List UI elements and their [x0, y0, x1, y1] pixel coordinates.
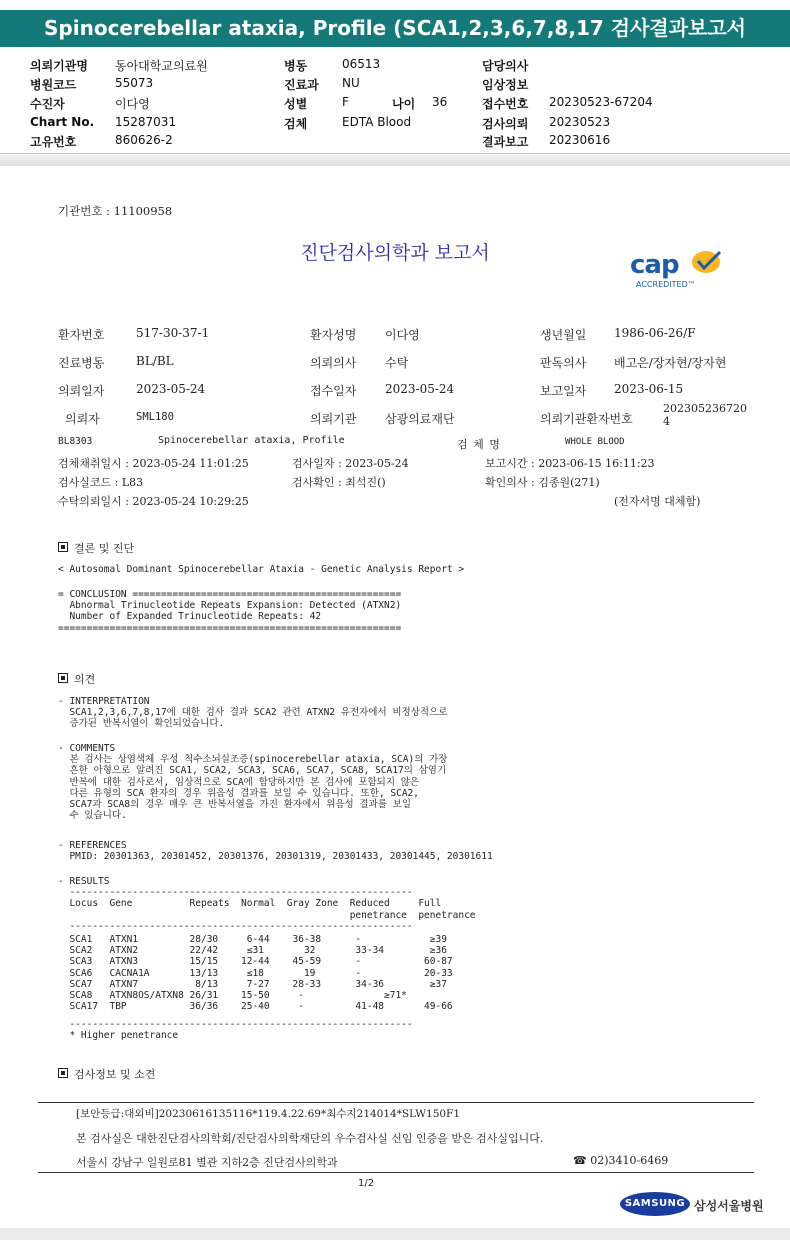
header-value: 860626-2 — [115, 133, 173, 147]
patient-field-label: 환자성명 — [310, 328, 357, 342]
report-title-banner: Spinocerebellar ataxia, Profile (SCA1,2,3,6,7,8,17 검사결과보고서 — [0, 10, 790, 47]
specimen-value: WHOLE BLOOD — [565, 437, 625, 447]
patient-field-value: 2023-05-24 — [385, 382, 455, 396]
bottom-band — [0, 1228, 790, 1240]
patient-field-label: 진료병동 — [58, 356, 105, 370]
results-header: - RESULTS ------------------------------------------------------------ Locus Gene Repeats Normal Gray Zone Reduced Full penetrance penetrance ------------------------------------------------------------ — [58, 876, 476, 932]
header-value: 55073 — [115, 76, 154, 90]
header-label: 고유번호 — [30, 135, 77, 149]
conclusion-block: = CONCLUSION =============================================== Abnormal Trinucleotide Repeats Expansion: Detected (ATXN2) Number of Expanded Trinucleotide Repeats: 42 ============================================================ — [58, 589, 402, 634]
results-row: SCA6 CACNA1A 13/13 ≤18 19 - 20-33 — [58, 967, 453, 979]
report-title: 진단검사의학과 보고서 — [300, 242, 490, 264]
page-number: 1/2 — [358, 1178, 375, 1189]
header-value: 20230616 — [549, 133, 611, 147]
specimen-label: 검 체 명 — [457, 438, 501, 451]
test-code: BL8303 — [58, 436, 93, 447]
interpretation-block: - INTERPRETATION SCA1,2,3,6,7,8,17에 대한 검사 결과 SCA2 관련 ATXN2 유전자에서 비정상적으로 증가된 반복서열이 확인되었습니다. — [58, 696, 448, 730]
report-subtitle: < Autosomal Dominant Spinocerebellar Ataxia - Genetic Analysis Report > — [58, 564, 465, 575]
test-meta-item: 보고시간 : 2023-06-15 16:11:23 — [485, 457, 655, 470]
header-label: 검체 — [284, 117, 308, 131]
patient-field-label: 환자번호 — [58, 328, 105, 342]
header-label: 성별 — [284, 97, 308, 111]
patient-field-label: 생년월일 — [540, 328, 587, 342]
patient-field-value: 2023-06-15 — [614, 382, 684, 396]
section-info — [58, 1066, 155, 1082]
patient-field-label: 판독의사 — [540, 356, 587, 370]
patient-field-label: 의뢰일자 — [58, 384, 105, 398]
patient-field-value: BL/BL — [136, 354, 174, 368]
lab-phone: ☎ 02)3410-6469 — [573, 1154, 669, 1167]
footer-divider — [38, 1102, 754, 1103]
age-label: 나이 — [392, 97, 416, 111]
header-label: 접수번호 — [482, 97, 529, 111]
test-meta-item: 검체채취일시 : 2023-05-24 11:01:25 — [58, 457, 249, 470]
header-label: 검사의뢰 — [482, 117, 529, 131]
section-opinion — [58, 671, 95, 687]
patient-field-label: 의뢰기관환자번호 — [540, 412, 633, 426]
age-value: 36 — [432, 95, 448, 109]
header-divider — [0, 153, 790, 166]
patient-field-label: 의뢰자 — [65, 412, 100, 426]
patient-field-value: 2023-05-24 — [136, 382, 206, 396]
patient-field-value: 배고은/장자현/장자현 — [614, 356, 727, 370]
patient-field-label: 보고일자 — [540, 384, 587, 398]
lab-address: 서울시 강남구 일원로81 별관 지하2층 진단검사의학과 — [76, 1156, 338, 1169]
bullet-square-icon — [58, 542, 68, 552]
results-row: SCA8 ATXN8OS/ATXN8 26/31 15-50 - ≥71* — [58, 990, 407, 1001]
hospital-name: 삼성서울병원 — [694, 1199, 764, 1213]
header-value: 06513 — [342, 57, 381, 71]
patient-field-value: 삼광의료재단 — [385, 412, 455, 426]
results-row: SCA17 TBP 36/36 25-40 - 41-48 49-66 — [58, 1001, 453, 1013]
references-block: - REFERENCES PMID: 20301363, 20301452, 20301376, 20301319, 20301433, 20301445, 20301611 — [58, 840, 493, 863]
footer-divider-2 — [38, 1172, 754, 1173]
test-meta-item: (전자서명 대체함) — [614, 495, 701, 508]
test-meta-item: 검사일자 : 2023-05-24 — [292, 457, 409, 470]
bullet-square-icon — [58, 1068, 68, 1078]
section-opinion-label: 의견 — [74, 673, 96, 686]
bullet-square-icon — [58, 673, 68, 683]
patient-field-label: 접수일자 — [310, 384, 357, 398]
test-name: Spinocerebellar ataxia, Profile — [158, 435, 345, 446]
results-row: SCA7 ATXN7 8/13 7-27 28-33 34-36 ≥37 — [58, 978, 447, 990]
patient-field-value: 이다영 — [385, 328, 420, 342]
patient-field-value: 수탁 — [385, 356, 409, 370]
section-result — [58, 540, 134, 556]
test-meta-item: 검사실코드 : L83 — [58, 476, 144, 489]
header-value: 15287031 — [115, 115, 177, 129]
header-value: EDTA Blood — [342, 115, 412, 129]
header-label: Chart No. — [30, 115, 95, 129]
cap-accredited: ACCREDITED™ — [636, 280, 696, 289]
header-value: 20230523-67204 — [549, 95, 653, 109]
samsung-logo: SAMSUNG — [620, 1192, 690, 1216]
cap-logo — [628, 246, 728, 292]
results-row: SCA1 ATXN1 28/30 6-44 36-38 - ≥39 — [58, 934, 447, 945]
test-meta-item: 검사확인 : 최석진() — [292, 476, 386, 489]
security-line: [보안등급:대외비]20230616135116*119.4.22.69*최수지214014*SLW150F1 — [76, 1108, 461, 1120]
certification-text: 본 검사실은 대한진단검사의학회/진단검사의학재단의 우수검사실 신임 인증을 받은 검사실입니다. — [76, 1132, 544, 1145]
patient-field-value: 517-30-37-1 — [136, 326, 210, 340]
header-value: NU — [342, 76, 360, 90]
results-footnote: ------------------------------------------------------------ * Higher penetrance — [69, 1019, 413, 1042]
patient-field-label: 의뢰의사 — [310, 356, 357, 370]
header-value: 이다영 — [115, 97, 150, 111]
header-value: 20230523 — [549, 115, 611, 129]
institution-number: 기관번호 : 11100958 — [58, 204, 173, 218]
header-value: F — [342, 95, 349, 109]
header-label: 진료과 — [284, 78, 319, 92]
results-row: SCA3 ATXN3 15/15 12-44 45-59 - 60-87 — [58, 956, 453, 968]
header-label: 병동 — [284, 59, 308, 73]
patient-field-value: SML180 — [136, 411, 174, 423]
comments-block: - COMMENTS 본 검사는 상염색체 우성 척수소뇌실조증(spinocerebellar ataxia, SCA)의 가장 흔한 아형으로 알려진 SCA1, SCA2, SCA3, SCA6, SCA7, SCA8, SCA17의 삼염기 반복에 대한 검사로서, 임상적으로 SCA에 합당하지만 본 검사에 포함되지 않은 다른 유형의 SCA 환자의 경우 위음성 결과를 보일 수 있습니다. 또한, SCA2, SCA7과 SCA8의 경우 매우 큰 반복서열을 가진 환자에서 위음성 결과를 보일 수 있습니다. — [58, 743, 448, 822]
header-label: 수진자 — [30, 97, 65, 111]
header-label: 병원코드 — [30, 78, 77, 92]
test-meta-item: 수탁의뢰일시 : 2023-05-24 10:29:25 — [58, 495, 249, 508]
header-label: 임상정보 — [482, 78, 529, 92]
cap-text: cap — [630, 250, 679, 280]
patient-field-label: 의뢰기관 — [310, 412, 357, 426]
header-value: 동아대학교의료원 — [115, 59, 208, 73]
header-label: 의뢰기관명 — [30, 59, 88, 73]
results-row: SCA2 ATXN2 22/42 ≤31 32 33-34 ≥36 — [58, 945, 447, 957]
section-info-label: 검사정보 및 소견 — [74, 1068, 156, 1081]
section-result-label: 결론 및 진단 — [74, 542, 135, 555]
patient-field-value: 1986-06-26/F — [614, 326, 696, 340]
patient-field-value: 2023052367204 — [663, 402, 747, 428]
header-label: 담당의사 — [482, 59, 529, 73]
header-label: 결과보고 — [482, 135, 529, 149]
test-meta-item: 확인의사 : 김종원(271) — [485, 476, 600, 489]
